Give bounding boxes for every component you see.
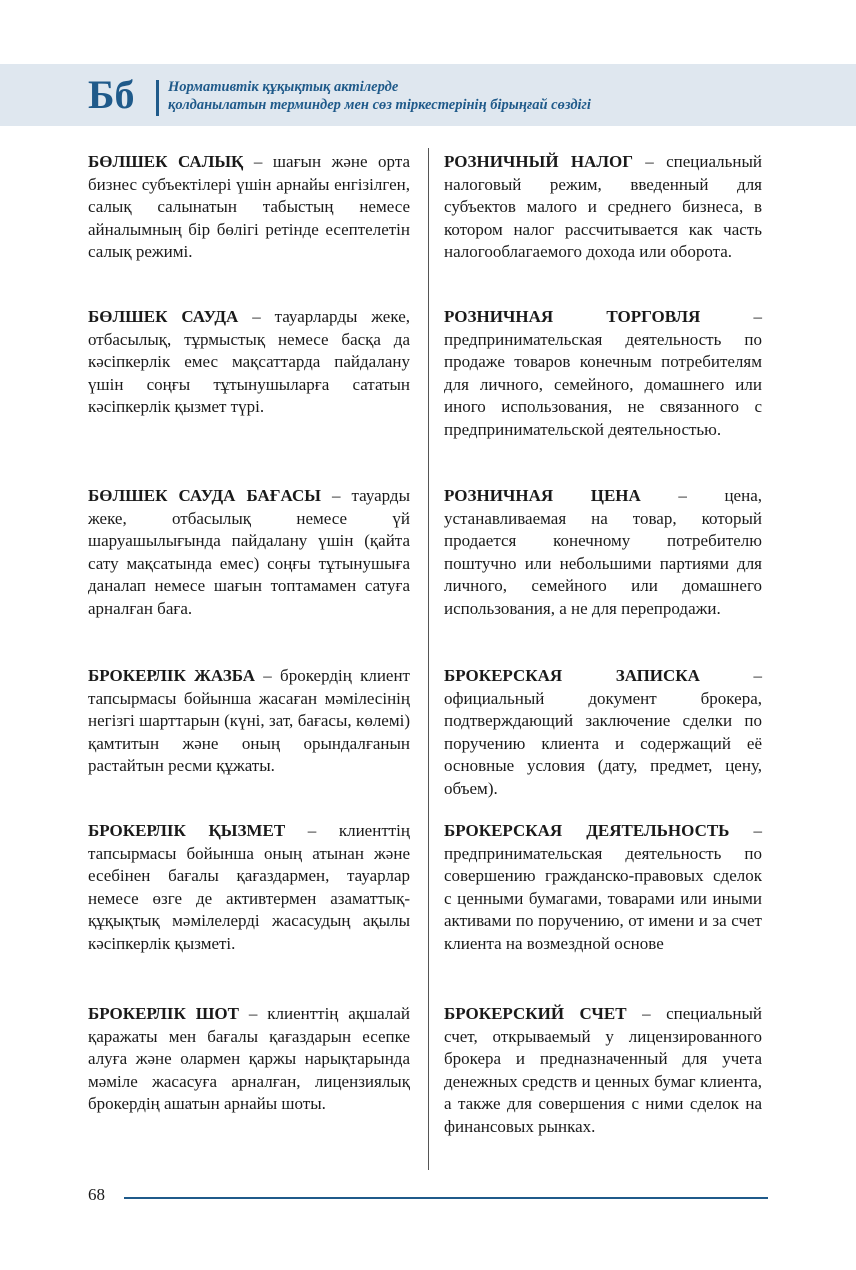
kk-term: БРОКЕРЛІК ҚЫЗМЕТ — [88, 821, 286, 840]
kk-term: БӨЛШЕК САУДА БАҒАСЫ — [88, 486, 321, 505]
ru-entry — [444, 820, 762, 956]
kk-entry — [88, 306, 410, 419]
kk-entry — [88, 1003, 410, 1116]
ru-entry — [444, 485, 762, 621]
ru-term: РОЗНИЧНЫЙ НАЛОГ — [444, 152, 634, 171]
kk-definition: – тауарды жеке, отбасылық немесе үй шаруашылығында пайдалану үшін (қайта сату мақсатында емес) соңғы тұтынушыға даналап немесе шағын топтамамен сатуға арналған баға. — [88, 486, 410, 618]
ru-term: БРОКЕРСКАЯ ЗАПИСКА — [444, 666, 700, 685]
kk-definition: – тауарларды жеке, отбасылық, тұрмыстық немесе басқа да кәсіпкерлік емес мақсаттарда пайдалану үшін соңғы тұтынушыларға сататын кәсіпкерлік қызмет түрі. — [88, 307, 410, 417]
header-divider — [156, 80, 159, 116]
ru-definition: – специальный налоговый режим, введенный для субъектов малого и среднего бизнеса, в котором налог рассчитывается как часть налогооблагаемого дохода или оборота. — [444, 152, 763, 262]
kk-entry — [88, 665, 410, 778]
ru-entry — [444, 1003, 762, 1139]
kk-term: БӨЛШЕК САЛЫҚ — [88, 152, 244, 171]
ru-entry — [444, 665, 762, 801]
dictionary-title-line2: қолданылатын терминдер мен сөз тіркестерінің бірыңғай сөздігі — [168, 97, 591, 113]
footer-rule — [124, 1197, 768, 1199]
ru-term: БРОКЕРСКАЯ ДЕЯТЕЛЬНОСТЬ — [444, 821, 730, 840]
kk-term: БРОКЕРЛІК ЖАЗБА — [88, 666, 256, 685]
kk-definition: – клиенттің тапсырмасы бойынша оның атынан және есебінен бағалы қағаздармен, тауарлар немесе өзге де активтермен азаматтық-құқықтық мәмілелерді жасасудың ақылы кәсіпкерлік қызметі. — [88, 821, 411, 953]
kk-term: БӨЛШЕК САУДА — [88, 307, 239, 326]
kk-entry — [88, 820, 410, 956]
dictionary-title — [168, 78, 591, 114]
page-number: 68 — [88, 1185, 105, 1204]
kk-entry — [88, 485, 410, 621]
section-letters: Бб — [88, 72, 135, 117]
ru-term: РОЗНИЧНАЯ ЦЕНА — [444, 486, 641, 505]
ru-term: РОЗНИЧНАЯ ТОРГОВЛЯ — [444, 307, 701, 326]
dictionary-title-line1: Нормативтік құқықтық актілерде — [168, 79, 399, 95]
ru-definition: – предпринимательская деятельность по продаже товаров конечным потребителям для личного, семейного, домашнего или иного использования, не связанного с предпринимательской деятельностью. — [444, 307, 762, 439]
column-divider — [428, 148, 429, 1170]
ru-term: БРОКЕРСКИЙ СЧЕТ — [444, 1004, 627, 1023]
kk-term: БРОКЕРЛІК ШОТ — [88, 1004, 239, 1023]
ru-definition: – предпринимательская деятельность по совершению гражданско-правовых сделок с ценными бумагами, товарами или иными активами по поручению, от имени и за счет клиента на возмездной основе — [444, 821, 762, 953]
kk-definition: – клиенттің ақшалай қаражаты мен бағалы қағаздарын есепке алуға және олармен қаржы нарықтарында мәміле жасасуға арналған, лицензиялық брокердің ашатын арнайы шоты. — [88, 1004, 410, 1114]
ru-definition: – специальный счет, открываемый у лицензированного брокера и предназначенный для учета денежных средств и ценных бумаг клиента, а также для совершения с ними сделок на финансовых рынках. — [444, 1004, 762, 1136]
ru-definition: – цена, устанавливаемая на товар, который продается конечному потребителю поштучно или небольшими партиями для личного, семейного или домашнего использования, а не для перепродажи. — [444, 486, 762, 618]
ru-definition: – официальный документ брокера, подтверждающий заключение сделки по поручению клиента и содержащий её основные условия (дату, предмет, цену, объем). — [444, 666, 762, 798]
ru-entry — [444, 151, 762, 264]
kk-definition: – брокердің клиент тапсырмасы бойынша жасаған мәмілесінің негізгі шарттарын (күні, зат, бағасы, көлемі) қамтитын және оның орындалғанын растайтын ресми құжаты. — [88, 666, 410, 776]
kk-entry — [88, 151, 410, 264]
kk-definition: – шағын және орта бизнес субъектілері үшін арнайы енгізілген, салық салынатын табыстың немесе айналымның бір бөлігі ретінде есептелетін салық режимі. — [88, 152, 410, 262]
ru-entry — [444, 306, 762, 442]
